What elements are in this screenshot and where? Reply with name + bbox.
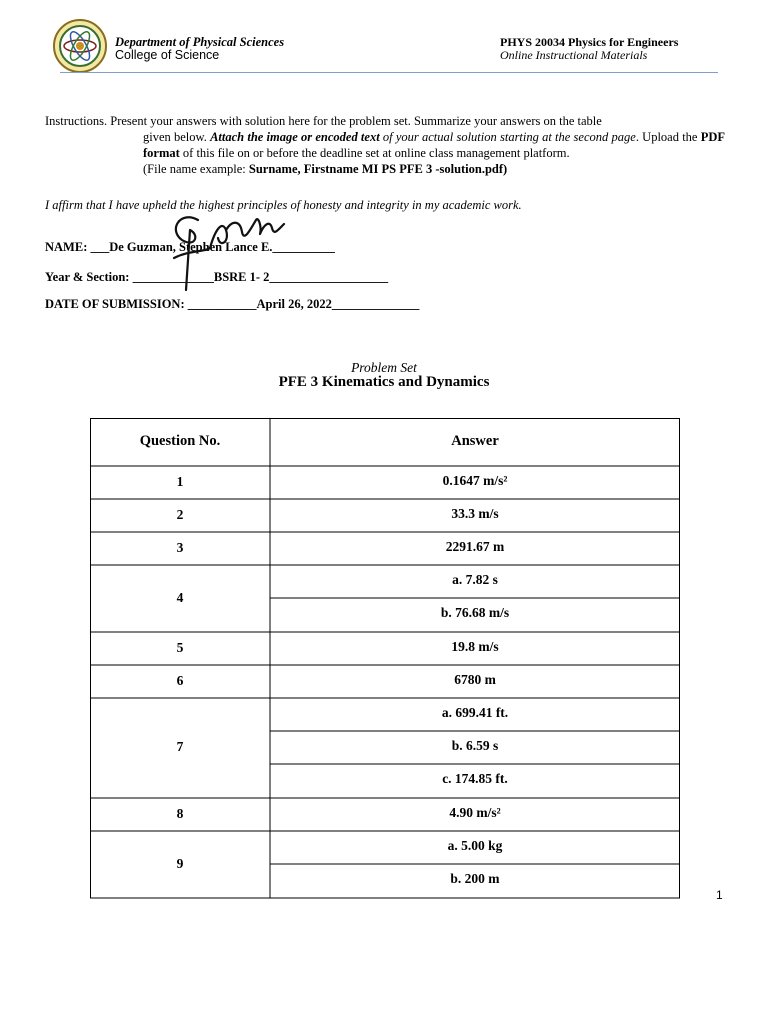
answer-value: c. 174.85 ft. <box>442 770 508 786</box>
name-value: ___De Guzman, Stephen Lance E.__________ <box>90 240 335 254</box>
instructions-text: of this file on or before the deadline set at online class management <box>179 146 521 160</box>
question-number: 3 <box>176 539 184 555</box>
college-name: College of Science <box>115 48 220 62</box>
question-number: 1 <box>176 473 184 489</box>
page-number: 1 <box>716 888 723 902</box>
answer-value: 2291.67 m <box>445 538 505 554</box>
instructions-text: page <box>611 130 636 144</box>
table-header-answer: Answer <box>451 433 499 449</box>
answer-value: 6780 m <box>454 671 496 687</box>
instructions-text: platform. <box>523 146 570 160</box>
answer-value: b. 76.68 m/s <box>440 604 510 620</box>
question-number: 6 <box>176 672 184 688</box>
instructions-text: . Upload the <box>635 130 701 144</box>
instructions-text: of your actual solution starting at the second <box>379 130 609 144</box>
filename-example-label: (File name example: <box>143 162 249 176</box>
honesty-affirmation: I affirm that I have upheld the highest principles of honesty and integrity in my academic work. <box>45 198 522 212</box>
name-label: NAME: <box>45 240 91 254</box>
answer-value: b. 200 m <box>450 870 500 886</box>
question-number: 9 <box>176 855 184 871</box>
year-section-value: _____________BSRE 1- 2___________________ <box>132 270 389 284</box>
answer-value: 19.8 m/s <box>451 638 499 654</box>
header-divider <box>60 72 718 73</box>
filename-example <box>45 161 725 177</box>
filename-example-value: Surname, Firstname MI PS PFE 3 -solution.pdf) <box>248 162 508 176</box>
instructions-text: given below. <box>143 130 211 144</box>
submission-date-value: ___________April 26, 2022______________ <box>187 297 420 311</box>
course-title: PHYS 20034 Physics for Engineers <box>500 35 679 49</box>
department-name: Department of Physical Sciences <box>115 35 285 49</box>
problem-set-title: PFE 3 Kinematics and Dynamics <box>278 374 490 390</box>
answer-value: 4.90 m/s² <box>449 804 501 820</box>
answer-table <box>90 418 680 899</box>
answer-value: a. 5.00 kg <box>447 837 503 853</box>
answer-value: a. 699.41 ft. <box>441 704 509 720</box>
answer-table-grid <box>90 418 680 899</box>
question-number: 4 <box>176 589 184 605</box>
answer-value: 0.1647 m/s² <box>442 472 508 488</box>
handwritten-signature <box>160 190 300 300</box>
instructions-indented-block <box>45 129 725 161</box>
question-number: 2 <box>176 506 184 522</box>
instructions-line: Instructions. Present your answers with solution here for the problem set. Summarize your answers on the table <box>45 114 602 128</box>
instructions-emphasis: Attach the image or encoded text <box>210 130 380 144</box>
table-header-question: Question No. <box>139 433 221 449</box>
materials-label: Online Instructional Materials <box>500 48 648 62</box>
answer-value: 33.3 m/s <box>451 505 499 521</box>
question-number: 8 <box>176 805 184 821</box>
question-number: 7 <box>176 739 184 754</box>
university-seal-logo <box>52 18 108 74</box>
question-number: 5 <box>176 639 184 655</box>
instructions-paragraph <box>45 113 725 177</box>
submission-date-label: DATE OF SUBMISSION: <box>45 297 188 311</box>
year-section-label: Year & Section: <box>45 270 133 284</box>
answer-value: b. 6.59 s <box>451 737 499 753</box>
instructions-emphasis: PDF format <box>143 130 725 160</box>
problem-set-label: Problem Set <box>351 360 417 375</box>
answer-value: a. 7.82 s <box>452 571 498 587</box>
